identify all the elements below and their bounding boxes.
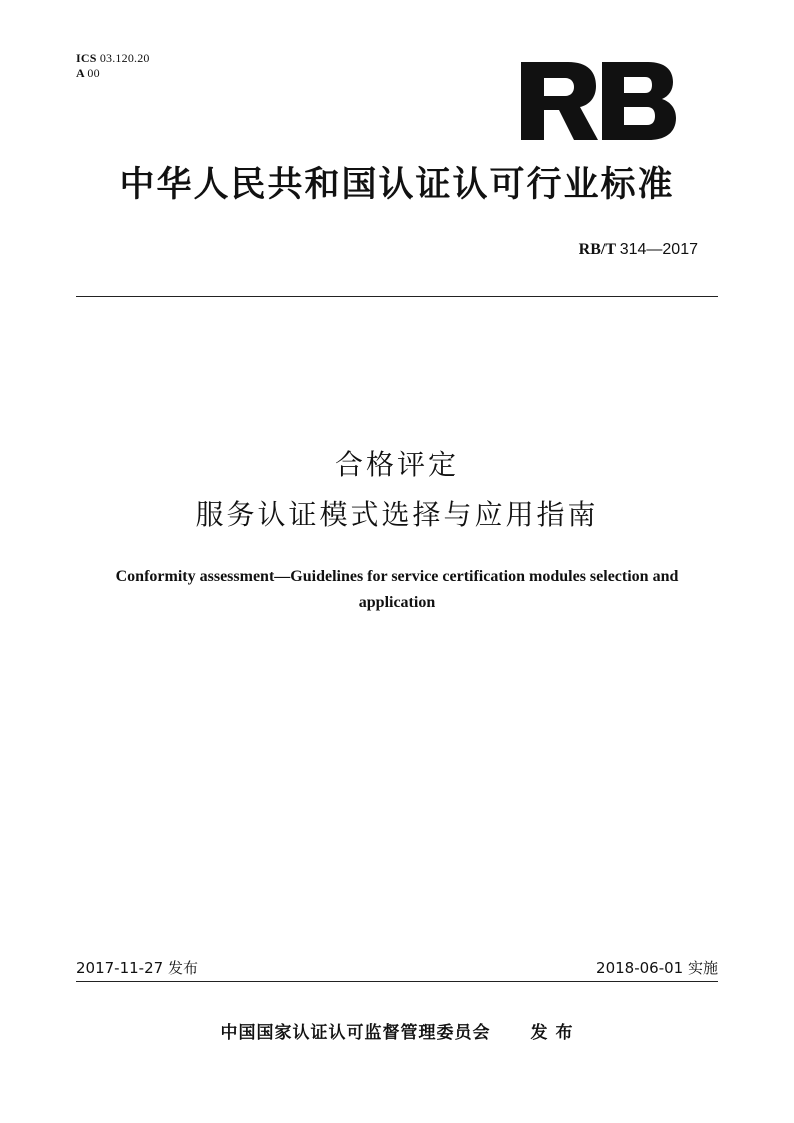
classification-codes [76,51,150,81]
header-divider [76,296,718,297]
issuer-line [0,1021,794,1045]
ccs-code: 00 [87,66,100,80]
title-cn-line-1: 合格评定 [334,448,459,481]
org-title: 中华人民共和国认证认可行业标准 [119,165,675,205]
rb-logo-letter-r [521,62,598,140]
ccs-line [76,66,150,81]
ics-line [76,51,150,66]
issuer-action: 发 布 [530,1023,574,1043]
standard-prefix: RB/T [578,241,616,258]
ics-label: ICS [76,51,97,65]
footer-divider [76,981,718,982]
implementation-date: 2018-06-01 实施 [596,959,718,977]
rb-logo [518,60,678,142]
standard-code: 314—2017 [619,241,698,258]
rb-logo-letter-b [602,62,676,140]
ccs-label: A [76,66,85,80]
issuer-name: 中国国家认证认可监督管理委员会 [220,1023,491,1043]
title-en-line-2: application [358,594,436,611]
issue-date: 2017-11-27 发布 [76,959,198,977]
title-en [60,564,734,616]
title-en-line-1: Conformity assessment—Guidelines for service certification modules selection and [115,568,679,585]
standard-number [579,240,698,260]
title-cn-line-2: 服务认证模式选择与应用指南 [195,498,599,531]
ics-code: 03.120.20 [99,51,150,65]
